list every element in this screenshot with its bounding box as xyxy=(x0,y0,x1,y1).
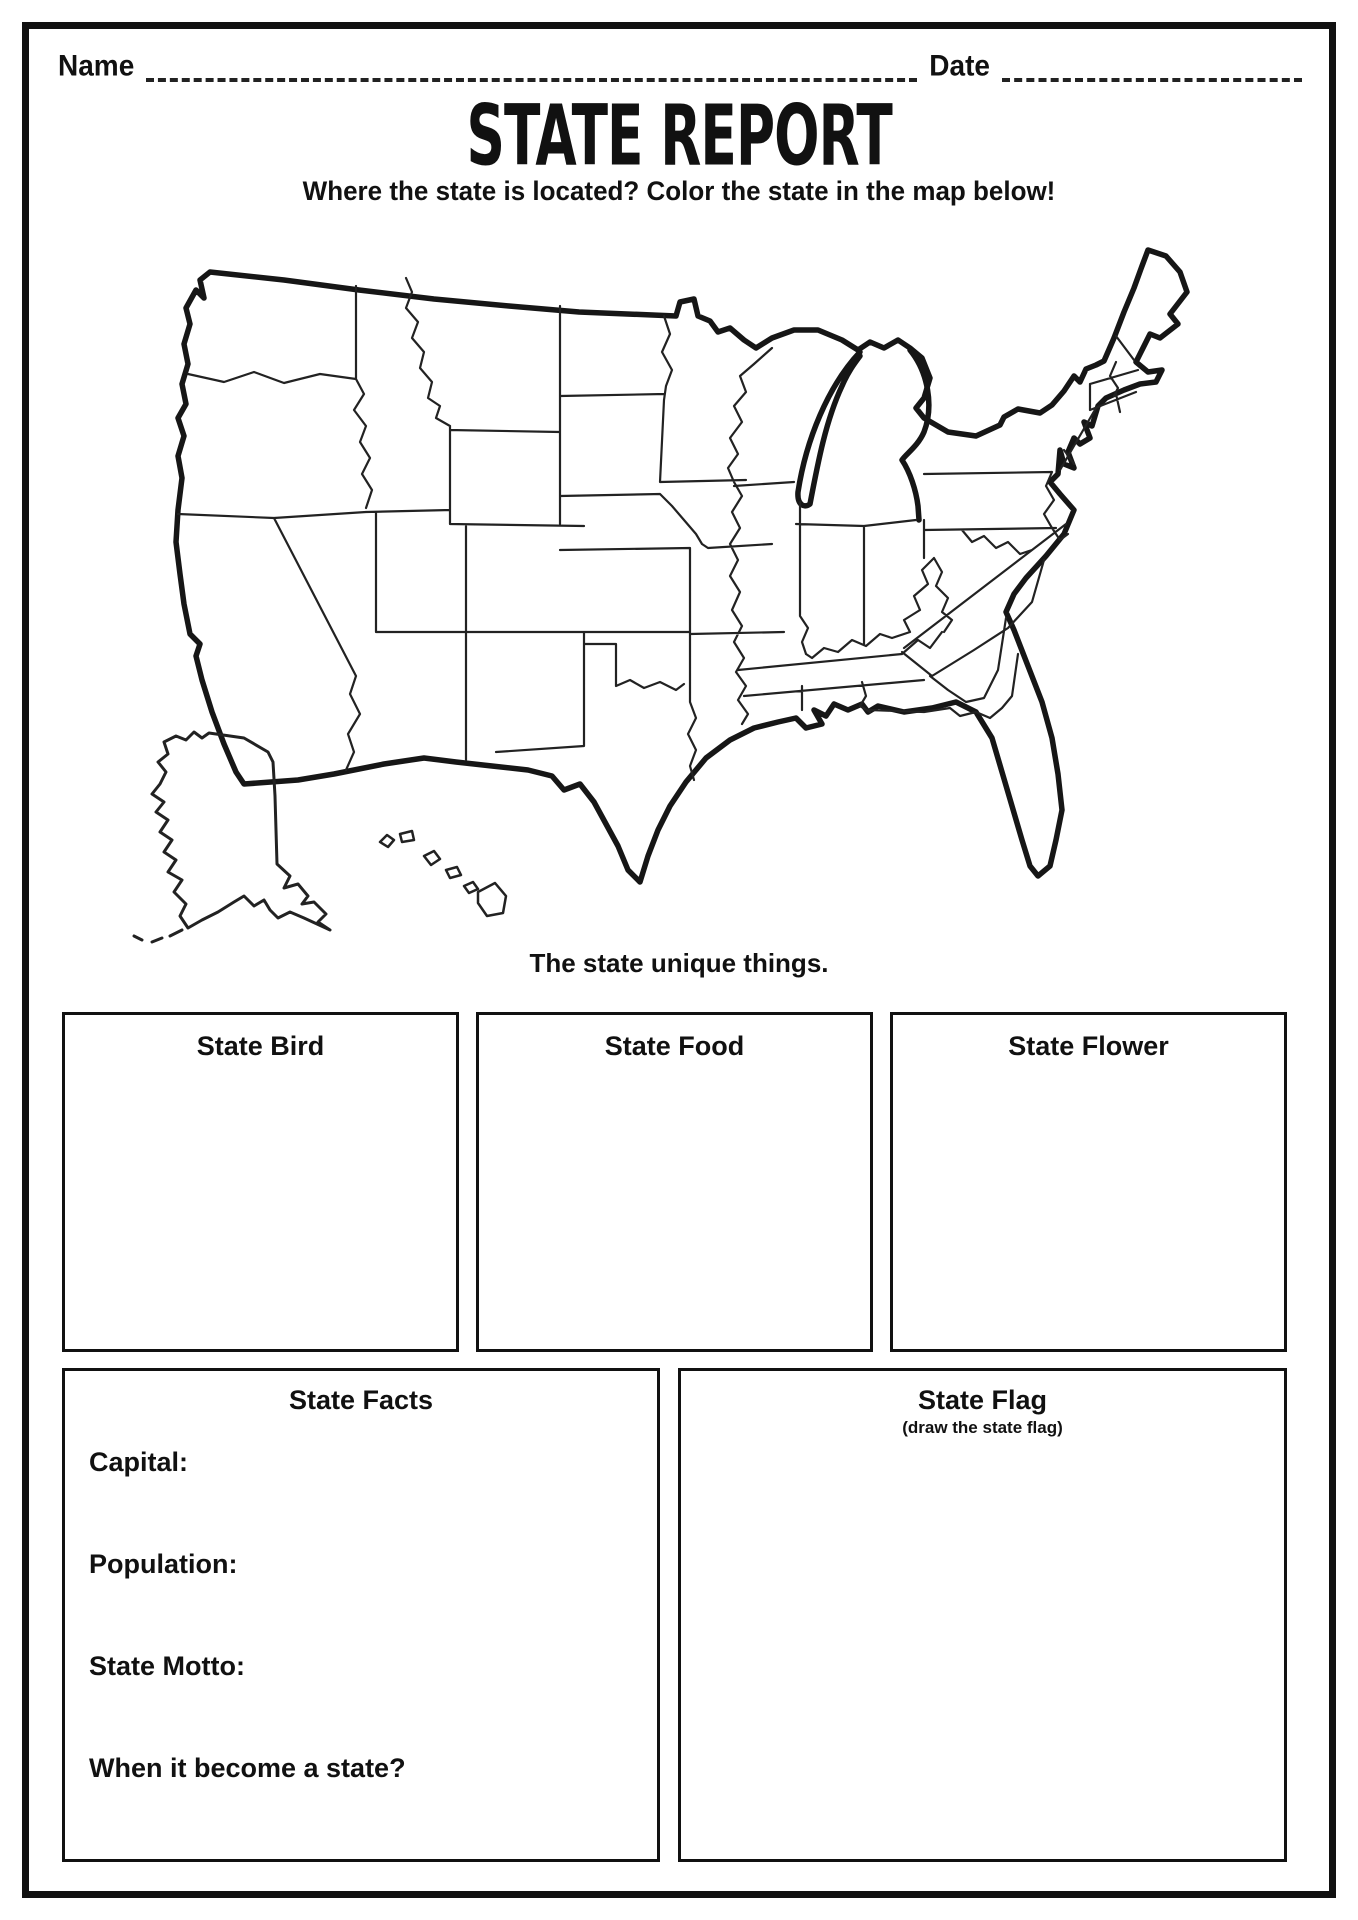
population-field-label: Population: xyxy=(89,1549,238,1579)
name-date-row xyxy=(58,50,1302,82)
state-flag-title: State Flag xyxy=(917,1385,1048,1415)
date-label: Date xyxy=(929,49,990,82)
hawaii-path xyxy=(380,831,506,916)
state-food-title: State Food xyxy=(604,1031,745,1061)
us-map[interactable] xyxy=(124,224,1244,946)
state-food-box[interactable] xyxy=(476,1012,873,1352)
state-bird-box[interactable] xyxy=(62,1012,459,1352)
date-line[interactable] xyxy=(1002,54,1302,82)
capital-field-label: Capital: xyxy=(89,1447,189,1477)
us-outline-path xyxy=(176,250,1187,882)
state-bird-title: State Bird xyxy=(196,1031,325,1061)
lake-huron-michigan-mitten-path xyxy=(902,350,929,520)
state-motto-field-label: State Motto: xyxy=(89,1651,245,1681)
state-flag-instruction: (draw the state flag) xyxy=(902,1418,1063,1437)
state-borders-path xyxy=(178,278,1138,780)
state-facts-box[interactable] xyxy=(62,1368,660,1862)
state-facts-title: State Facts xyxy=(288,1385,434,1415)
lake-michigan-path xyxy=(798,352,860,506)
statehood-field-label: When it become a state? xyxy=(89,1753,406,1783)
state-flag-box[interactable] xyxy=(678,1368,1287,1862)
state-flower-box[interactable] xyxy=(890,1012,1287,1352)
page-subtitle: Where the state is located? Color the state in the map below! xyxy=(302,175,1056,207)
us-map-svg[interactable] xyxy=(124,224,1244,946)
state-flower-title: State Flower xyxy=(1008,1031,1169,1061)
name-line[interactable] xyxy=(146,54,917,82)
name-label: Name xyxy=(58,49,135,82)
unique-things-heading: The state unique things. xyxy=(529,948,829,978)
page-title: STATE REPORT xyxy=(466,86,892,185)
